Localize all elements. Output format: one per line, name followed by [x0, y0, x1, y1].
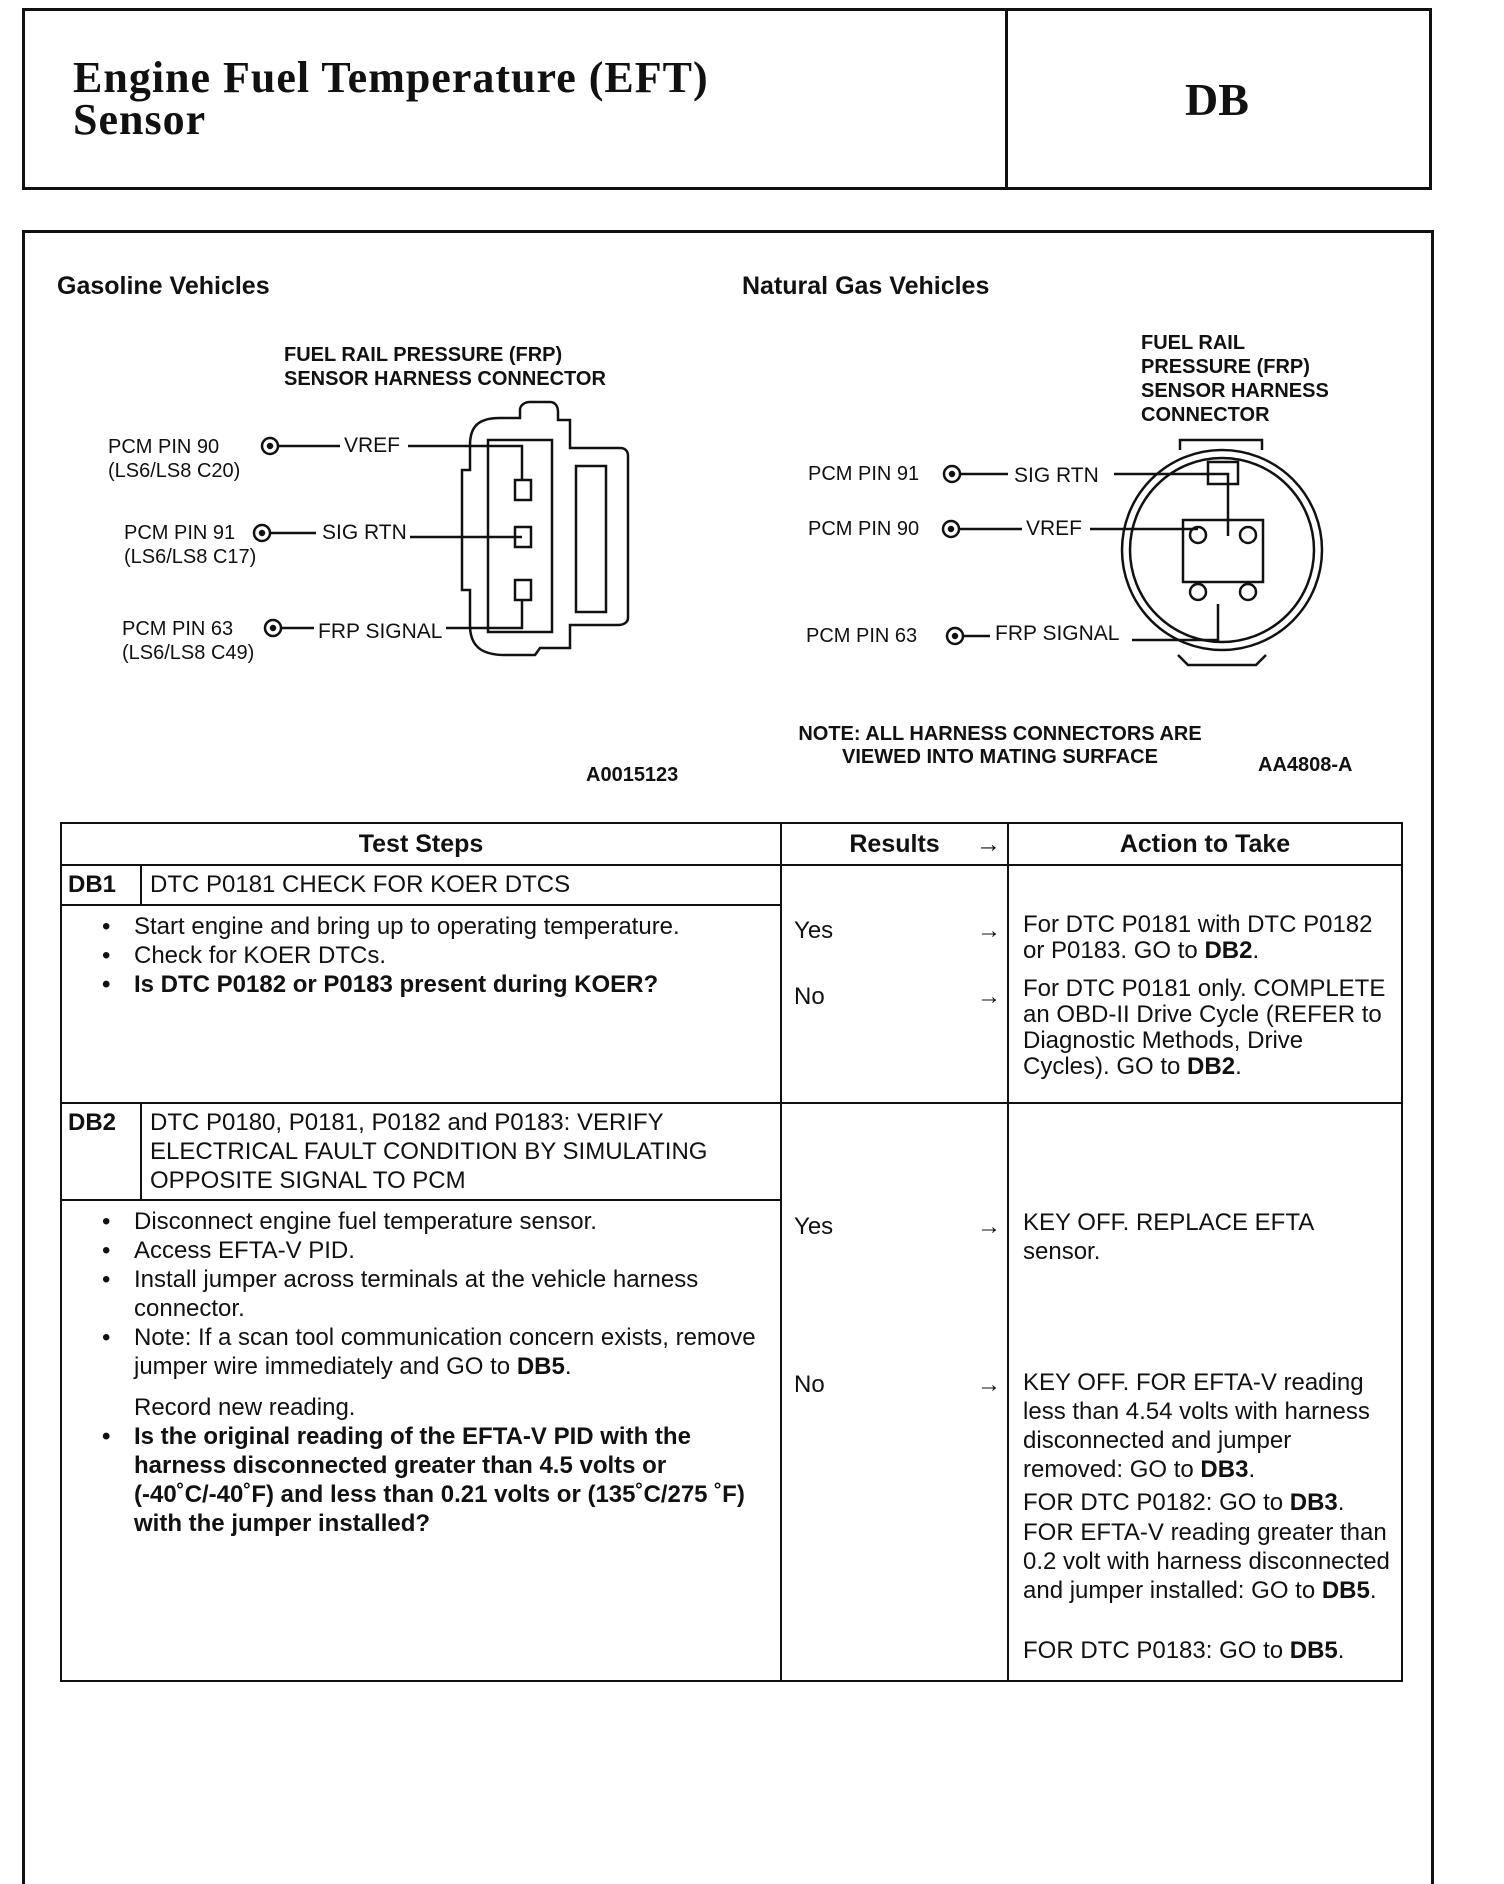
gasoline-pin-circle-icon [262, 438, 278, 454]
db1-steps [61, 905, 781, 1103]
action-text-end: . [1369, 1577, 1377, 1604]
db1-step-list [62, 906, 780, 1005]
action-text-end: . [1337, 1489, 1345, 1516]
header-test-steps: Test Steps [61, 823, 781, 865]
section-code: DB [1185, 73, 1249, 125]
natgas-pin-circle-icon [944, 466, 960, 482]
step-id-db1: DB1 [61, 865, 141, 905]
db2-action-yes: KEY OFF. REPLACE EFTA sensor. [1023, 1209, 1313, 1265]
result-label: Yes [794, 1213, 834, 1240]
note-end: . [564, 1353, 572, 1381]
step-link-db2[interactable]: DB2 [1187, 1053, 1236, 1080]
db1-question: • Is DTC P0182 or P0183 present during KOER? [102, 970, 770, 999]
db1-action-yes [1023, 912, 1395, 964]
gasoline-section-title: Gasoline Vehicles [57, 272, 270, 300]
pin-sub: (LS6/LS8 C20) [108, 460, 241, 482]
natgas-label-line: SENSOR HARNESS [1141, 380, 1329, 402]
header-action: Action to Take [1008, 823, 1402, 865]
action-text: FOR DTC P0182: GO to [1023, 1489, 1290, 1516]
pin-sub: (LS6/LS8 C49) [122, 642, 255, 664]
table-header-row [61, 823, 1402, 865]
gasoline-connector-label-line1: FUEL RAIL PRESSURE (FRP) [284, 344, 563, 366]
db2-steps [61, 1200, 781, 1681]
list-item [102, 1323, 770, 1381]
natgas-wire-sigrtn: SIG RTN [1014, 464, 1099, 487]
gasoline-wire-frpsignal: FRP SIGNAL [318, 620, 443, 643]
natgas-pin-90: PCM PIN 90 [808, 518, 920, 540]
note-text: Note: If a scan tool communication concern exists, remove jumper wire immediately and GO to [134, 1324, 756, 1381]
step-link-db2[interactable]: DB2 [1204, 937, 1253, 964]
db2-action-no-b [1023, 1488, 1395, 1517]
db1-title-row [61, 865, 1402, 905]
action-text: For DTC P0181 with DTC P0182 or P0183. GO to [1023, 911, 1373, 964]
step-link-db3[interactable]: DB3 [1200, 1456, 1249, 1483]
gasoline-pin-circle-icon [265, 620, 281, 636]
list-item: • Install jumper across terminals at the vehicle harness connector. [102, 1265, 770, 1323]
list-item: • Disconnect engine fuel temperature sensor. [102, 1207, 770, 1236]
db1-actions [1008, 865, 1402, 1103]
db2-result-yes [794, 1212, 1007, 1241]
action-text: FOR DTC P0183: GO to [1023, 1637, 1290, 1664]
action-text-end: . [1248, 1456, 1256, 1483]
result-label: No [794, 983, 825, 1010]
list-item: Record new reading. [134, 1394, 356, 1422]
title-line-2: Sensor [73, 95, 207, 144]
natgas-pin-63: PCM PIN 63 [806, 625, 918, 647]
step-link-db5[interactable]: DB5 [1289, 1637, 1338, 1664]
db2-action-no-c [1023, 1518, 1395, 1605]
gasoline-figure-id: A0015123 [586, 764, 679, 786]
gasoline-wire-sigrtn: SIG RTN [322, 521, 407, 544]
db1-result-yes [794, 916, 1007, 945]
natgas-label-line: PRESSURE (FRP) [1141, 356, 1310, 378]
natgas-label-line: FUEL RAIL [1141, 332, 1246, 354]
natgas-section-title: Natural Gas Vehicles [742, 272, 990, 300]
gasoline-connector-label-line2: SENSOR HARNESS CONNECTOR [284, 368, 606, 390]
natgas-figure-id: AA4808-A [1258, 754, 1353, 776]
pin-sub: (LS6/LS8 C17) [124, 546, 257, 568]
natgas-wire-frpsignal: FRP SIGNAL [995, 622, 1120, 645]
db2-action-no-d [1023, 1636, 1395, 1665]
action-text: For DTC P0181 only. COMPLETE an OBD-II Drive Cycle (REFER to Diagnostic Methods, Drive Cycles). GO to [1023, 975, 1386, 1080]
header-results [781, 823, 1008, 865]
natgas-wire-vref: VREF [1026, 517, 1083, 540]
pin-label: PCM PIN 90 [108, 436, 220, 458]
step-link-db5[interactable]: DB5 [516, 1353, 565, 1381]
db2-action-no-a [1023, 1368, 1395, 1484]
natgas-pin-circle-icon [947, 628, 963, 644]
step-link-db3[interactable]: DB3 [1289, 1489, 1338, 1516]
list-item: • Check for KOER DTCs. [102, 941, 770, 970]
db2-results [781, 1103, 1008, 1681]
db2-title-row [61, 1103, 1402, 1200]
action-text-end: . [1235, 1053, 1242, 1080]
db1-action-no [1023, 976, 1395, 1080]
gasoline-pin-circle-icon [254, 525, 270, 541]
action-text: KEY OFF. FOR EFTA-V reading less than 4.54 volts with harness disconnected and jumper removed: GO to [1023, 1369, 1370, 1483]
connector-note [770, 723, 1230, 769]
arrow-icon: → [977, 983, 1002, 1010]
note-line1: NOTE: ALL HARNESS CONNECTORS ARE [798, 723, 1202, 745]
arrow-icon: → [977, 1371, 1002, 1398]
step-link-db5[interactable]: DB5 [1321, 1577, 1370, 1604]
step-id-db2: DB2 [61, 1103, 141, 1200]
natgas-pin-circle-icon [943, 521, 959, 537]
db1-result-no [794, 982, 1007, 1011]
db2-title: DTC P0180, P0181, P0182 and P0183: VERIFY ELECTRICAL FAULT CONDITION BY SIMULATING OPPOSITE SIGNAL TO PCM [141, 1103, 781, 1200]
gasoline-wire-vref: VREF [344, 434, 401, 457]
action-text-end: . [1252, 937, 1260, 964]
natgas-connector-label [1141, 331, 1329, 427]
test-steps-table [60, 822, 1403, 1682]
list-item: • Access EFTA-V PID. [102, 1236, 770, 1265]
pin-label: PCM PIN 91 [124, 522, 236, 544]
action-text-end: . [1337, 1637, 1345, 1664]
db1-title: DTC P0181 CHECK FOR KOER DTCS [141, 865, 781, 905]
db1-results [781, 865, 1008, 1103]
action-text: FOR EFTA-V reading greater than 0.2 volt with harness disconnected and jumper installed: GO to [1023, 1519, 1390, 1604]
natgas-pin-91: PCM PIN 91 [808, 463, 920, 485]
db2-actions [1008, 1103, 1402, 1681]
result-label: No [794, 1371, 825, 1398]
arrow-icon: → [977, 1213, 1002, 1240]
note-line2: VIEWED INTO MATING SURFACE [842, 746, 1158, 768]
arrow-icon: → [976, 829, 1002, 858]
natgas-label-line: CONNECTOR [1141, 404, 1270, 426]
db2-step-list [62, 1201, 780, 1544]
pin-label: PCM PIN 63 [122, 618, 234, 640]
db2-result-no [794, 1370, 1007, 1399]
db2-question: • Is the original reading of the EFTA-V PID with the harness disconnected greater than 4.5 volts or (-40˚C/-40˚F) and less than 0.21 volts or (135˚C/275 ˚F) with the jumper installed? [102, 1422, 770, 1538]
title-line-1: Engine Fuel Temperature (EFT) [73, 53, 709, 102]
arrow-icon: → [977, 917, 1002, 944]
header-results-label: Results [849, 829, 940, 858]
list-item: • Start engine and bring up to operating temperature. [102, 912, 770, 941]
result-label: Yes [794, 917, 834, 944]
